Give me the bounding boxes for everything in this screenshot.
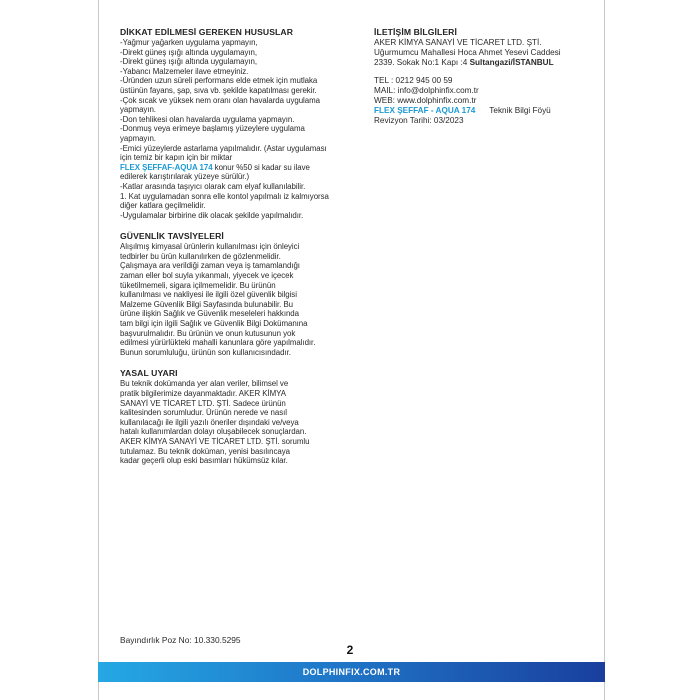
warning-line: -Donmuş veya erimeye başlamış yüzeylere uygulama <box>120 124 305 134</box>
warning-line: -Yabancı Malzemeler ilave etmeyiniz. <box>120 66 249 76</box>
doc-type-label: Teknik Bilgi Föyü <box>489 106 551 115</box>
legal-line: AKER KİMYA SANAYİ VE TİCARET LTD. ŞTİ. sorumlu <box>120 436 310 446</box>
safety-line: tedbirler bu ürün kullanılırken de gözlenmelidir. <box>120 251 281 261</box>
warning-line: -Yağmur yağarken uygulama yapmayın, <box>120 38 258 47</box>
spacer <box>374 68 584 76</box>
warning-line: yapmayın. <box>120 133 156 143</box>
safety-line: edilmesi yürürlükteki mahalli kanunlara göre yapılmalıdır. <box>120 338 316 348</box>
warnings-section <box>120 27 352 220</box>
warning-line-rest: konur %50 si kadar su ilave <box>212 162 310 172</box>
warning-line: -Çok sıcak ve yüksek nem oranı olan havalarda uygulama <box>120 95 320 105</box>
address-city: Sultangazi/İSTANBUL <box>469 58 554 67</box>
legal-line: hatalı kullanımlardan dolayı oluşabilecek sonuçlardan. <box>120 427 307 437</box>
warning-line: için temiz bir kapın için bir miktar <box>120 153 233 163</box>
warning-line: -Don tehlikesi olan havalarda uygulama yapmayın. <box>120 114 295 124</box>
warning-line: diğer katlara geçilmelidir. <box>120 201 206 211</box>
page-number: 2 <box>346 643 354 657</box>
safety-section <box>120 231 352 357</box>
warning-line: -Uygulamalar birbirine dik olacak şekilde yapılmalıdır. <box>120 210 304 220</box>
warning-line-product <box>120 163 352 173</box>
warning-line: -Direkt güneş ışığı altında uygulamayın, <box>120 47 258 57</box>
left-column <box>120 27 352 477</box>
contact-title: İLETİŞİM BİLGİLERİ <box>374 27 457 37</box>
warning-line: -Emici yüzeylerde astarlama yapılmalıdır. (Astar uygulaması <box>120 143 327 153</box>
warnings-title: DİKKAT EDİLMESİ GEREKEN HUSUSLAR <box>120 27 294 37</box>
legal-line: kalitesinden sorumludur. Ürünün nerede ve nasıl <box>120 408 287 418</box>
warning-line: üstünün fayans, şap, sıva vb. şekilde kapatılması gerekir. <box>120 85 317 95</box>
phone-number: TEL : 0212 945 00 59 <box>374 76 453 85</box>
safety-line: zaman eller bol suyla yıkanmalı, yiyecek ve içecek <box>120 271 294 281</box>
safety-line: Alışılmış kimyasal ürünlerin kullanılması için önleyici <box>120 242 300 252</box>
safety-line: Çalışmaya ara verildiği zaman veya iş tamamlandığı <box>120 261 300 271</box>
product-doc-line <box>374 106 584 116</box>
address-street: 2339. Sokak No:1 Kapı :4 <box>374 58 470 67</box>
legal-line: tutulamaz. Bu teknik doküman, yenisi basılıncaya <box>120 446 290 456</box>
contact-column <box>374 27 584 126</box>
footer-bar <box>98 662 605 682</box>
warning-line: edilerek karıştırılarak yüzeye sürülür.) <box>120 172 250 182</box>
warning-line: -Katlar arasında taşıyıcı olarak cam elyaf kullanılabilir. <box>120 181 306 191</box>
email-address[interactable]: MAIL: info@dolphinfix.com.tr <box>374 86 479 95</box>
legal-line: pratik bilgilerimize dayanmaktadır. AKER KİMYA <box>120 389 286 398</box>
legal-section <box>120 368 352 465</box>
footer-website-link[interactable]: DOLPHINFIX.COM.TR <box>302 667 401 677</box>
product-name-inline: FLEX ŞEFFAF-AQUA 174 <box>120 162 213 172</box>
revision-date: Revizyon Tarihi: 03/2023 <box>374 116 464 125</box>
legal-line: SANAYİ VE TİCARET LTD. ŞTİ. Sadece ürünün <box>120 398 286 408</box>
safety-title: GÜVENLİK TAVSİYELERİ <box>120 231 224 242</box>
website-address[interactable]: WEB: www.dolphinfix.com.tr <box>374 96 477 105</box>
safety-line: Malzeme Güvenlik Bilgi Sayfasında bulunabilir. Bu <box>120 299 293 309</box>
company-name: AKER KİMYA SANAYİ VE TİCARET LTD. ŞTİ. <box>374 38 542 47</box>
legal-line: kullanılacağı ile ilgili yazılı öneriler dışındaki ve/veya <box>120 417 299 427</box>
legal-line: Bu teknik dokümanda yer alan veriler, bilimsel ve <box>120 379 289 389</box>
warning-line: -Direkt güneş ışığı altında uygulamayın, <box>120 57 258 67</box>
safety-line: kullanılması ve nakliyesi ile ilgili özel güvenlik bilgisi <box>120 290 297 300</box>
safety-line: başvurulmalıdır. Bu ürünün ve onun kutusunun yok <box>120 328 296 338</box>
warning-line: yapmayın. <box>120 105 156 115</box>
safety-line: tam bilgi için ilgili Sağlık ve Güvenlik Bilgi Dokümanına <box>120 319 308 329</box>
legal-line: kadar geçerli olup eski basımları hükümsüz kılar. <box>120 456 288 466</box>
safety-line: Bunun sorumluluğu, ürünün son kullanıcısındadır. <box>120 347 291 357</box>
warning-line: -Üründen uzun süreli performans elde etmek için mutlaka <box>120 76 318 86</box>
safety-line: ürüne ilişkin Sağlık ve Güvenlik meseleleri hakkında <box>120 309 299 319</box>
product-name: FLEX ŞEFFAF - AQUA 174 <box>374 106 476 115</box>
public-works-code: Bayındırlık Poz No: 10.330.5295 <box>120 635 241 645</box>
address-line-2 <box>374 58 584 68</box>
warning-line: 1. Kat uygulamadan sonra elle kontol yapılmalı iz kalmıyorsa <box>120 191 329 201</box>
safety-line: tüketilmemeli, sigara içilmemelidir. Bu ürünün <box>120 280 276 290</box>
legal-title: YASAL UYARI <box>120 368 178 379</box>
address-line-1: Uğurmumcu Mahallesi Hoca Ahmet Yesevi Caddesi <box>374 48 561 57</box>
